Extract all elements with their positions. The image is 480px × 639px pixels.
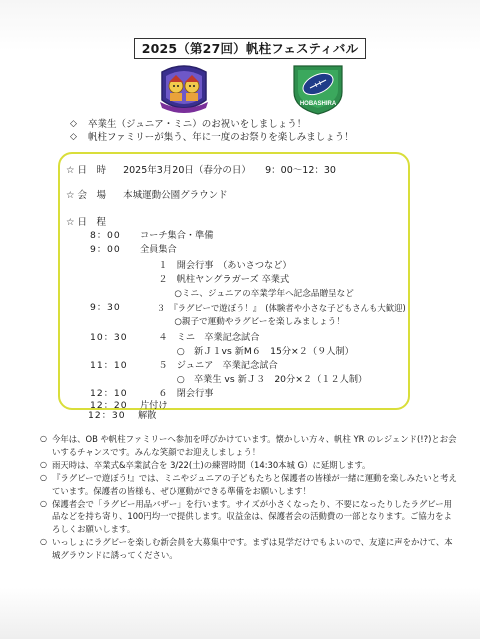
date-label: ☆ 日 時 [66,165,107,176]
row-desc: 片付け [140,400,168,411]
note-text: 保護者会で「ラグビー用品バザー」を行います。サイズが小さくなったり、不要になったりしたラグビー用品などを持ち寄り、100円均一で提供します。収益金は、保護者会の活動費の一部となります。ご協力をよろしくお願いします。 [52,498,452,535]
note-item [40,472,460,498]
bullet-icon: ○ [40,472,47,482]
note-text: 『ラグビーで遊ぼう!』では、ミニやジュニアの子どもたちと保護者の皆様が一緒に運動を楽しみたいと考えています。保護者の皆様も、ぜひ運動ができる準備をお願いします！ [52,472,457,496]
intro-text: 帆柱ファミリーが集う、年に一度のお祭りを楽しみましょう！ [88,132,354,143]
logo-text: HOBASHIRA [299,101,337,107]
row-time: 10：30 [90,332,128,343]
date-row [66,162,336,176]
note-text: 雨天時は、卒業式&卒業試合を 3/22(土)の練習時間（14:30本城 G）に延期します。 [52,459,371,470]
venue-label: ☆ 会 場 [66,190,107,201]
intro-text: 卒業生（ジュニア・ミニ）のお祝いをしましょう！ [88,119,307,130]
row-desc: 全員集合 [140,244,177,255]
bullet-icon: ○ [40,434,47,443]
program-label: ☆ 日 程 [66,217,107,228]
row-desc: ○ミニ、ジュニアの卒業学年へ記念品贈呈など [140,289,354,299]
venue-value: 本城運動公園グラウンド [123,190,228,201]
note-item [40,498,460,537]
row-desc: ○ 新Ｊ１vs 新M６ 15分×２（９人制） [140,346,354,357]
club-mascot-logo [156,62,212,114]
bullet-icon: ○ [40,498,47,508]
row-desc: 解散 [138,410,157,421]
row-time: 8：00 [90,230,121,241]
note-text: いっしょにラグビーを楽しむ新会員を大募集中です。まずは見学だけでもよいので、友達に声をかけて、本城グラウンドに誘ってください。 [52,537,453,561]
bullet-icon: ○ [40,459,47,469]
intro-item [70,118,354,131]
hobashira-logo [286,62,350,116]
diamond-icon: ◇ [70,119,77,129]
row-desc: コーチ集合・準備 [140,230,214,241]
row-time: 11：10 [90,360,128,371]
row-time: 9：30 [90,302,121,313]
row-desc: ４ ミニ 卒業記念試合 [140,332,260,343]
bullet-icon: ○ [40,537,47,547]
document-title: 2025（第27回）帆柱フェスティバル [134,38,366,59]
schedule-panel [58,152,410,410]
row-desc: ○親子で運動やラグビーを楽しみましょう！ [140,317,345,327]
date-value: 2025年3月20日（春分の日） 9：00〜12：30 [123,165,336,176]
row-desc: ○ 卒業生 vs 新Ｊ３ 20分×２（１２人制） [140,374,368,385]
row-desc: ２ 帆柱ヤングラガーズ 卒業式 [140,274,290,285]
diamond-icon: ◇ [70,132,77,142]
note-item [40,433,460,459]
row-time: 12：30 [88,410,126,421]
venue-row [66,187,228,201]
row-desc: ３ 『ラグビーで遊ぼう！』 (体験者や小さな子どもさんも大歓迎) [140,303,406,313]
note-item [40,459,460,472]
note-text: 今年は、OB や帆柱ファミリーへ参加を呼びかけています。懐かしい方々、帆柱 YR のレジェンド(!?)とお会いするチャンスです。みんな笑顔でお迎えしましょう！ [52,434,457,457]
row-desc: １ 開会行事 （あいさつなど） [140,260,292,271]
row-desc: ５ ジュニア 卒業記念試合 [140,360,278,371]
intro-list [70,118,354,144]
row-time: 12：10 [90,388,128,399]
row-time: 12：20 [90,400,128,411]
row-time: 9：00 [90,244,121,255]
intro-item [70,131,354,144]
row-desc: ６ 閉会行事 [140,388,214,399]
note-item [40,536,460,562]
notes-list [40,433,460,562]
